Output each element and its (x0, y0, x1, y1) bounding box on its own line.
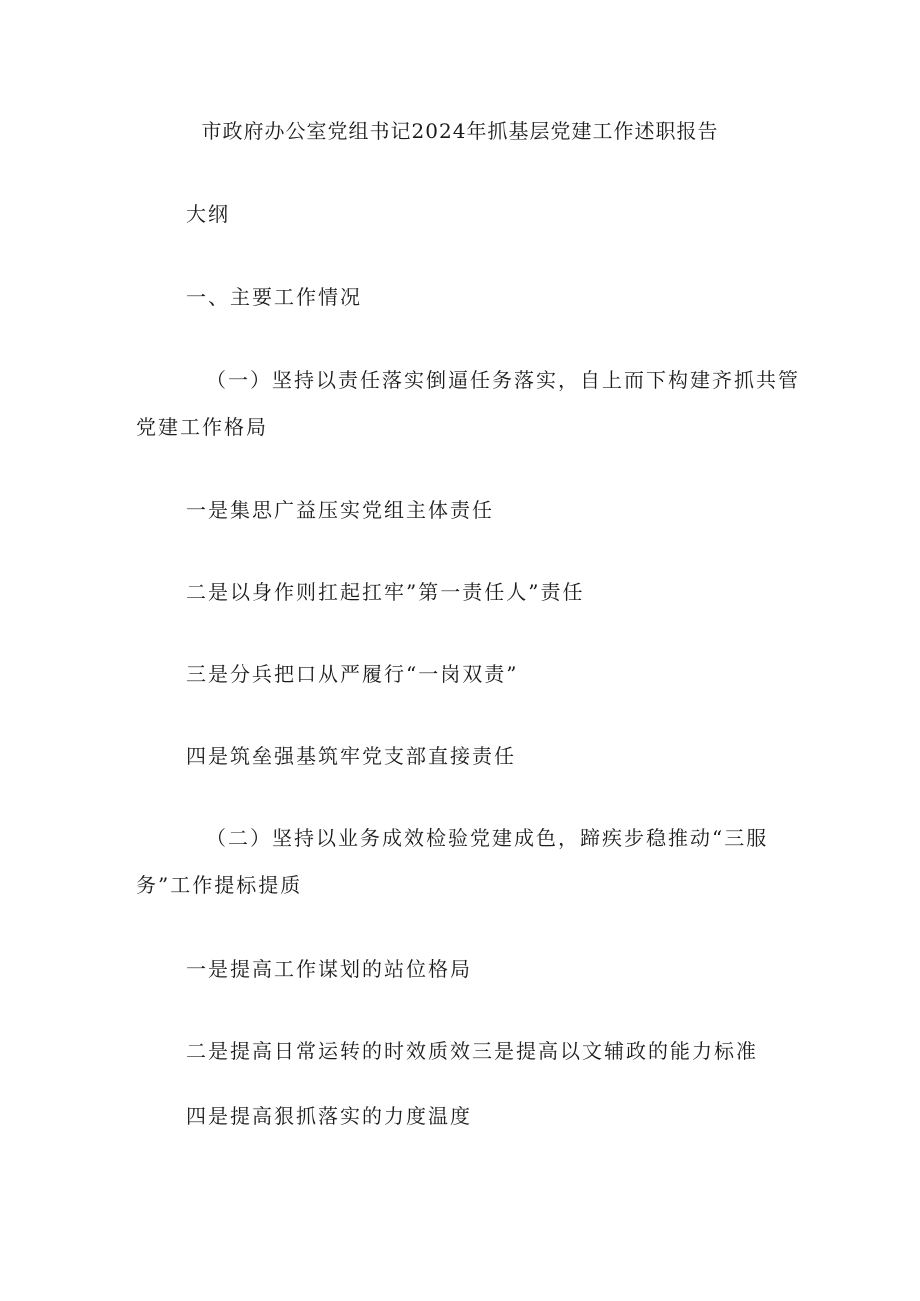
outline-heading: 大纲 (186, 202, 230, 226)
section-heading-1: 一、主要工作情况 (186, 285, 362, 309)
list-item: 二是以身作则扛起扛牢”第一责任人”责任 (186, 580, 585, 604)
document-title: 市政府办公室党组书记2024年抓基层党建工作述职报告 (201, 119, 719, 143)
list-item: 一是提高工作谋划的站位格局 (186, 957, 472, 981)
subsection-heading-2-cont: 务”工作提标提质 (136, 873, 303, 897)
subsection-heading-1: （一）坚持以责任落实倒逼任务落实，自上而下构建齐抓共管 (206, 368, 800, 392)
list-item: 四是提高狠抓落实的力度温度 (186, 1104, 472, 1128)
list-item: 四是筑垒强基筑牢党支部直接责任 (186, 744, 516, 768)
subsection-heading-1-cont: 党建工作格局 (136, 415, 268, 439)
list-item: 二是提高日常运转的时效质效三是提高以文辅政的能力标准 (186, 1039, 758, 1063)
list-item: 一是集思广益压实党组主体责任 (186, 498, 494, 522)
subsection-heading-2: （二）坚持以业务成效检验党建成色，蹄疾步稳推动“三服 (206, 826, 769, 850)
list-item: 三是分兵把口从严履行“一岗双责” (186, 662, 519, 686)
